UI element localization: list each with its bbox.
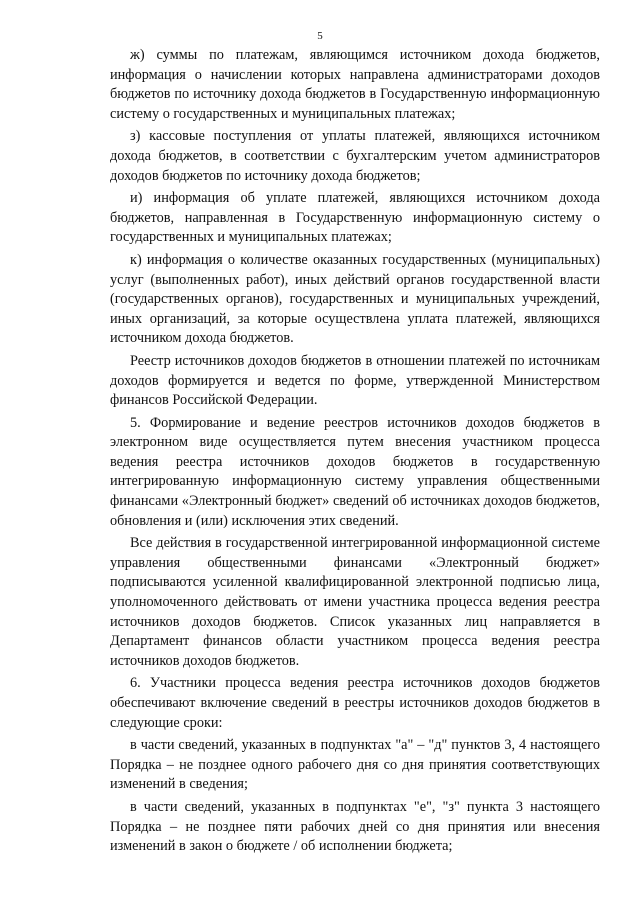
paragraph-item-z: з) кассовые поступления от уплаты платежей, являющихся источником дохода бюджетов, в соответствии с бухгалтерским учетом администраторов доходов бюджетов по источнику дохода бюджетов; xyxy=(110,128,600,184)
paragraph-section-6: 6. Участники процесса ведения реестра источников доходов бюджетов обеспечивают включение сведений в реестры источников доходов бюджетов в следующие сроки: xyxy=(110,675,600,731)
paragraph-registry-form: Реестр источников доходов бюджетов в отношении платежей по источникам доходов формируется и ведется по форме, утвержденной Министерством финансов Российской Федерации. xyxy=(110,352,600,409)
paragraph-deadline-1: в части сведений, указанных в подпунктах "а" – "д" пунктов 3, 4 настоящего Порядка – не позднее одного рабочего дня со дня принятия соответствующих изменений в сведения; xyxy=(110,737,600,793)
document-body xyxy=(110,46,600,860)
paragraph-deadline-2: в части сведений, указанных в подпунктах "е", "з" пункта 3 настоящего Порядка – не позднее пяти рабочих дней со дня принятия или внесения изменений в закон о бюджете / об исполнении бюджета; xyxy=(110,798,600,855)
page-number: 5 xyxy=(317,30,323,42)
paragraph-item-k: к) информация о количестве оказанных государственных (муниципальных) услуг (выполненных работ), иных действий органов государственной власти (государственных органов), государственных и муниципальных учреждений, иных организаций, за которые осуществлена уплата платежей, являющихся источником дохода бюджетов. xyxy=(110,251,600,347)
paragraph-item-zh: ж) суммы по платежам, являющимся источником дохода бюджетов, информация о начислении которых направлена администраторами доходов бюджетов по источнику дохода бюджетов в Государственную информационную систему о государственных и муниципальных платежах; xyxy=(110,47,600,122)
paragraph-item-i: и) информация об уплате платежей, являющихся источником дохода бюджетов, направленная в Государственную информационную систему о государственных и муниципальных платежах; xyxy=(110,190,600,246)
paragraph-section-5: 5. Формирование и ведение реестров источников доходов бюджетов в электронном виде осуществляется путем внесения участником процесса ведения реестра источников доходов бюджетов в государственную интегрированную информационную систему управления общественными финансами «Электронный бюджет» сведений об источниках доходов бюджетов, обновления и (или) исключения этих сведений. xyxy=(110,414,600,529)
paragraph-electronic-signature: Все действия в государственной интегрированной информационной системе управления общественными финансами «Электронный бюджет» подписываются усиленной квалифицированной электронной подписью лица, уполномоченного действовать от имени участника процесса ведения реестра источников доходов бюджетов. Список указанных лиц направляется в Департамент финансов области участником процесса ведения реестра источников доходов бюджетов. xyxy=(110,535,600,669)
